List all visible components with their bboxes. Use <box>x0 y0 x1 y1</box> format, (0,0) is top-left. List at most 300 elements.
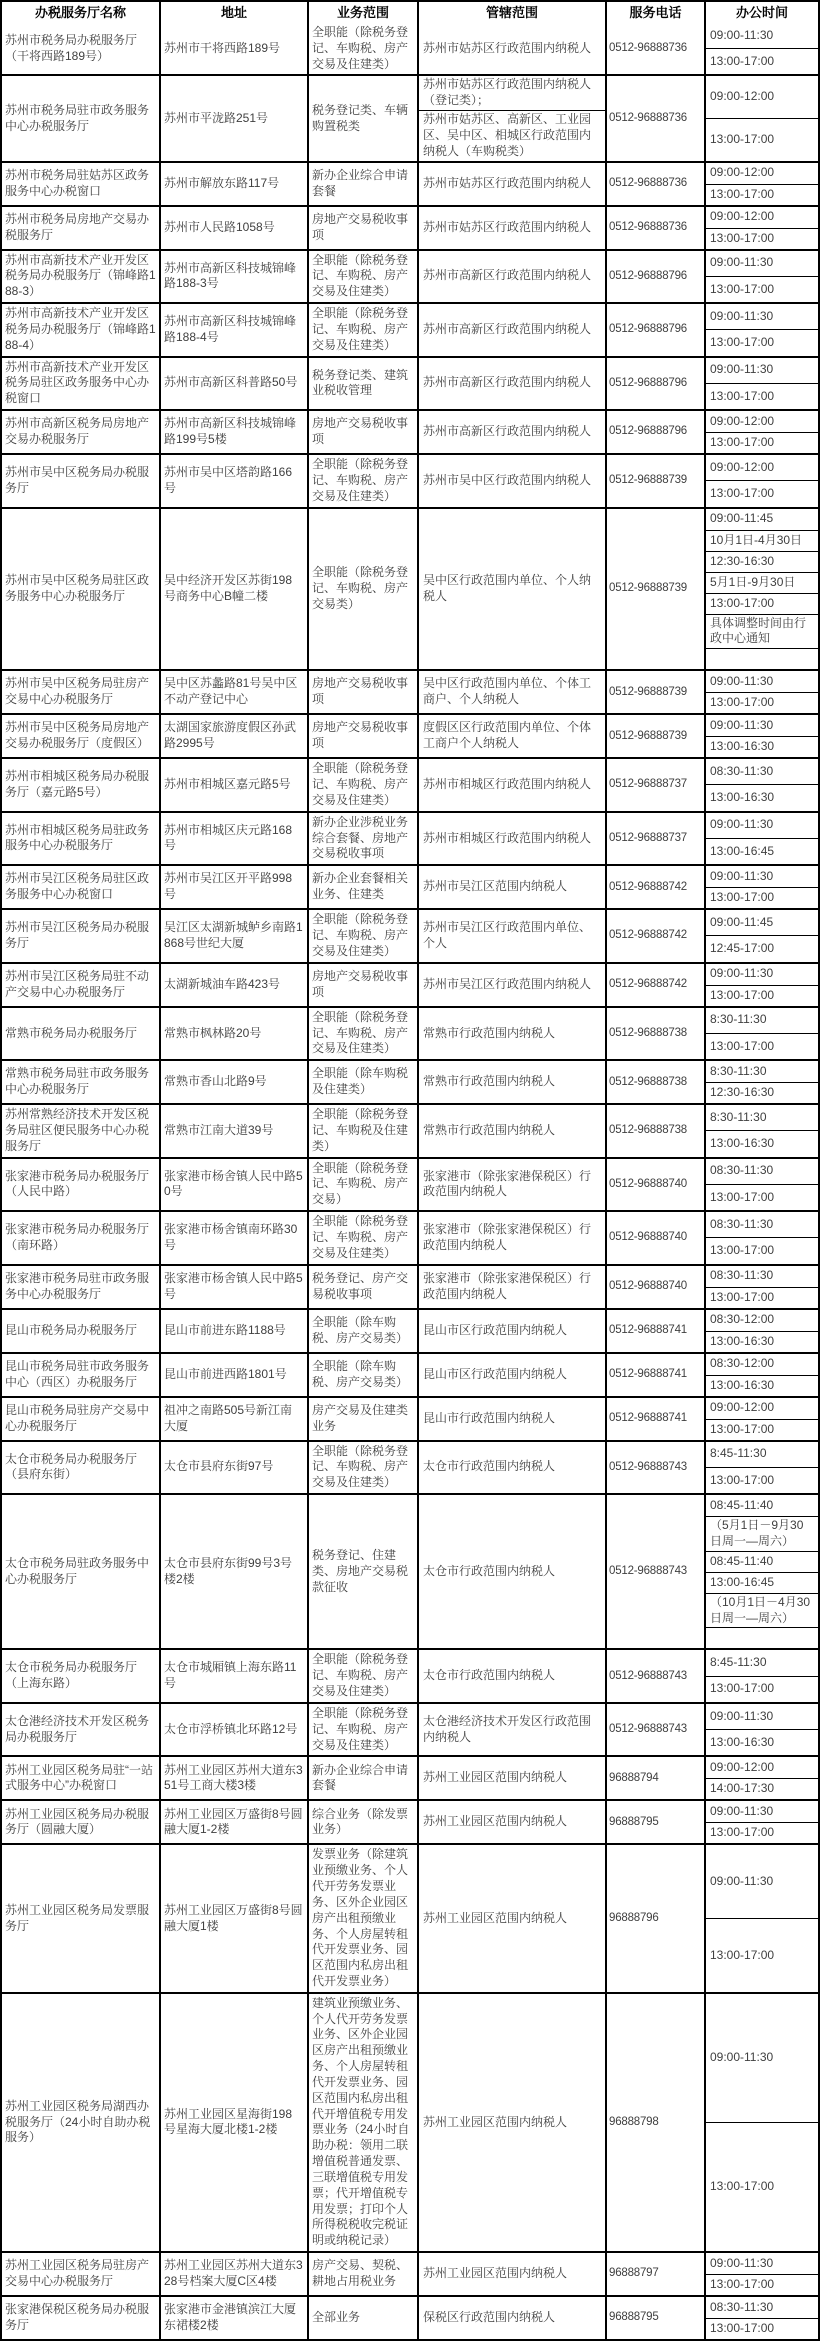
business-scope-text: 全职能（除车购税及住建类） <box>312 1066 409 1097</box>
office-hours-entry: 13:00-16:30 <box>706 1331 818 1352</box>
jurisdiction-entry: 太仓市行政范围内纳税人 <box>423 1668 556 1683</box>
office-row <box>2 1308 818 1352</box>
office-hours-cell <box>704 1495 818 1648</box>
phone-number-text: 0512-96888738 <box>609 1124 687 1137</box>
jurisdiction-cell <box>417 251 605 302</box>
address-cell <box>159 1442 307 1493</box>
office-name-cell <box>2 1354 159 1396</box>
business-scope-text: 全职能（除税务登记、车购税、房产交易及住建类） <box>312 25 409 71</box>
office-name-text: 苏州市吴中区税务局办税服务厅 <box>5 464 150 495</box>
office-hours-entry: 13:00-17:00 <box>706 1419 818 1440</box>
office-hours-cell <box>704 411 818 453</box>
phone-cell <box>605 910 704 961</box>
address-cell <box>159 964 307 1006</box>
office-name-cell <box>2 1105 159 1156</box>
business-scope-cell <box>307 2297 417 2339</box>
office-hours-entry: 08:45-11:40 <box>710 1497 774 1512</box>
jurisdiction-entry: 昆山市行政范围内纳税人 <box>423 1410 556 1425</box>
office-hours-entry: 13:00-17:00 <box>706 593 818 614</box>
business-scope-text: 全职能（除税务登记、车购税、房产交易及住建类） <box>312 761 409 807</box>
office-hours-entry: 8:45-11:30 <box>710 1446 767 1461</box>
phone-number-text: 96888794 <box>609 1771 659 1784</box>
office-hours-entry: 13:00-17:00 <box>706 1184 818 1210</box>
office-row <box>2 908 818 961</box>
jurisdiction-cell <box>417 1212 605 1263</box>
business-scope-text: 全职能（除税务登记、车购税、房产交易及住建类） <box>312 252 409 299</box>
address-text: 太湖新城油车路423号 <box>164 976 281 991</box>
address-cell <box>159 866 307 908</box>
office-name-cell <box>2 455 159 506</box>
phone-cell <box>605 76 704 160</box>
business-scope-cell <box>307 1704 417 1755</box>
business-scope-text: 全职能（除税务登记、车购税、房产交易及住建类） <box>312 1652 409 1699</box>
office-hours-entry: 13:00-17:00 <box>706 1237 818 1263</box>
phone-number-text: 0512-96888738 <box>609 1026 687 1039</box>
jurisdiction-cell <box>417 1105 605 1156</box>
phone-cell <box>605 1801 704 1843</box>
office-hours-entry: （5月1日－9月30日周一—周六） <box>706 1516 818 1551</box>
business-scope-cell <box>307 455 417 506</box>
office-hours-cell <box>704 1266 818 1308</box>
phone-cell <box>605 23 704 74</box>
jurisdiction-cell <box>417 964 605 1006</box>
address-cell <box>159 1845 307 1991</box>
office-hours-cell <box>704 1845 818 1991</box>
business-scope-cell <box>307 76 417 160</box>
column-header-jurisdiction: 管辖范围 <box>417 2 605 23</box>
jurisdiction-cell <box>417 1495 605 1648</box>
phone-number-text: 0512-96888796 <box>609 425 687 438</box>
jurisdiction-entry: 苏州市姑苏区行政范围内纳税人 <box>423 40 592 55</box>
business-scope-text: 房地产交易税收事项 <box>312 968 409 999</box>
business-scope-text: 全职能（除税务登记、车购税、房产交易及住建类） <box>312 1443 409 1490</box>
office-name-text: 张家港市税务局办税服务厅（人民中路） <box>5 1168 150 1199</box>
office-hours-entry: 09:00-11:30 <box>710 2049 774 2064</box>
business-scope-cell <box>307 163 417 205</box>
address-text: 苏州市解放东路117号 <box>164 175 280 190</box>
address-text: 苏州市高新区科普路50号 <box>164 375 298 390</box>
address-text: 苏州工业园区苏州大道东328号档案大厦C区4楼 <box>164 2258 303 2289</box>
office-hours-entry: 08:45-11:40 <box>706 1551 818 1572</box>
jurisdiction-entry: 苏州市吴江区范围内纳税人 <box>423 879 568 894</box>
office-row <box>2 409 818 453</box>
address-cell <box>159 1354 307 1396</box>
office-row <box>2 1396 818 1440</box>
jurisdiction-cell <box>417 715 605 757</box>
address-text: 苏州工业园区苏州大道东351号工商大楼3楼 <box>164 1762 303 1793</box>
column-header-office-name: 办税服务厅名称 <box>34 4 126 20</box>
business-scope-cell <box>307 1650 417 1701</box>
jurisdiction-entry: 太仓市行政范围内纳税人 <box>423 1563 556 1578</box>
address-cell <box>159 1704 307 1755</box>
jurisdiction-cell <box>417 1159 605 1210</box>
office-hours-entry: 09:00-11:45 <box>710 511 774 526</box>
phone-cell <box>605 866 704 908</box>
jurisdiction-entry: 苏州市吴江区行政范围内单位、个人 <box>423 920 592 950</box>
phone-number-text: 0512-96888738 <box>609 1075 687 1088</box>
address-text: 太仓市浮桥镇北环路12号 <box>164 1721 298 1736</box>
address-cell <box>159 1159 307 1210</box>
office-hours-entry: 08:30-11:30 <box>710 2299 774 2314</box>
jurisdiction-entry: 苏州工业园区范围内纳税人 <box>423 2266 568 2281</box>
office-name-text: 苏州市吴江区税务局驻不动产交易中心办税服务厅 <box>5 968 150 999</box>
office-row <box>2 205 818 249</box>
business-scope-text: 全职能（除税务登记、车购税、房产交易及住建类） <box>312 306 409 352</box>
office-name-text: 苏州市吴江区税务局驻区政务服务中心办税窗口 <box>5 871 150 902</box>
office-hours-entry: 09:00-12:00 <box>710 89 775 104</box>
office-name-text: 苏州工业园区税务局驻房产交易中心办税服务厅 <box>5 2258 150 2289</box>
office-row <box>2 1799 818 1843</box>
jurisdiction-cell <box>417 455 605 506</box>
jurisdiction-entry: 苏州市高新区行政范围内纳税人 <box>423 375 592 390</box>
jurisdiction-entry: 苏州市高新区行政范围内纳税人 <box>423 321 592 336</box>
phone-number-text: 0512-96888741 <box>609 1412 687 1425</box>
business-scope-text: 全职能（除税务登记、车购税、房产交易） <box>312 1160 409 1207</box>
address-cell <box>159 759 307 810</box>
business-scope-cell <box>307 1354 417 1396</box>
phone-number-text: 0512-96888796 <box>609 323 687 336</box>
office-name-text: 常熟市税务局办税服务厅 <box>5 1025 138 1040</box>
address-text: 昆山市前进东路1188号 <box>164 1322 286 1337</box>
address-cell <box>159 671 307 713</box>
business-scope-text: 房地产交易税收事项 <box>312 720 409 751</box>
jurisdiction-cell <box>417 411 605 453</box>
office-hours-cell <box>704 1061 818 1103</box>
office-hours-entry: 08:30-11:30 <box>710 1268 774 1283</box>
business-scope-text: 全职能（除税务登记、车购税、房产交易及住建类） <box>312 1009 409 1056</box>
jurisdiction-entry: 张家港市（除张家港保税区）行政范围内纳税人 <box>423 1168 592 1199</box>
office-name-cell <box>2 759 159 810</box>
phone-cell <box>605 1650 704 1701</box>
office-name-cell <box>2 2253 159 2295</box>
office-hours-cell <box>704 964 818 1006</box>
business-scope-text: 房地产交易税收事项 <box>312 676 409 707</box>
business-scope-cell <box>307 2253 417 2295</box>
business-scope-text: 新办企业套餐相关业务、住建类 <box>312 871 409 902</box>
jurisdiction-entry: 张家港市（除张家港保税区）行政范围内纳税人 <box>423 1270 592 1301</box>
address-text: 苏州市高新区科技城锦峰路199号5楼 <box>164 416 297 447</box>
office-hours-entry: 09:00-12:00 <box>710 165 775 180</box>
office-hours-cell <box>704 455 818 506</box>
jurisdiction-entry: 昆山市区行政范围内纳税人 <box>423 1366 568 1381</box>
office-hours-entry: 13:00-17:00 <box>706 2274 818 2295</box>
office-row <box>2 161 818 205</box>
phone-cell <box>605 715 704 757</box>
column-header-address: 地址 <box>159 2 307 23</box>
business-scope-cell <box>307 1994 417 2251</box>
office-hours-cell <box>704 358 818 409</box>
office-name-cell <box>2 163 159 205</box>
jurisdiction-cell <box>417 23 605 74</box>
office-hours-entry: 09:00-11:45 <box>710 914 774 929</box>
business-scope-cell <box>307 1310 417 1352</box>
jurisdiction-entry: 张家港市（除张家港保税区）行政范围内纳税人 <box>423 1222 592 1252</box>
office-name-text: 太仓港经济技术开发区税务局办税服务厅 <box>5 1713 150 1744</box>
office-name-text: 昆山市税务局驻市政务服务中心（西区）办税服务厅 <box>5 1358 150 1389</box>
business-scope-text: 房地产交易税收事项 <box>312 211 409 242</box>
phone-cell <box>605 411 704 453</box>
address-cell <box>159 455 307 506</box>
phone-number-text: 96888796 <box>609 1912 659 1925</box>
office-hours-entry: 09:00-11:30 <box>710 1873 774 1888</box>
phone-cell <box>605 1704 704 1755</box>
office-hours-cell <box>704 1801 818 1843</box>
office-hours-entry: 08:30-11:30 <box>710 1163 774 1178</box>
address-text: 常熟市江南大道39号 <box>164 1122 274 1137</box>
jurisdiction-cell <box>417 1398 605 1440</box>
business-scope-cell <box>307 251 417 302</box>
address-text: 张家港市杨舍镇人民中路50号 <box>164 1168 303 1199</box>
office-hours-entry: （10月1日－4月30日周一—周六） <box>706 1593 818 1628</box>
office-hours-entry: 13:00-17:00 <box>706 692 818 713</box>
office-hours-entry: 09:00-11:30 <box>710 966 774 981</box>
office-name-text: 太仓市税务局驻政务服务中心办税服务厅 <box>5 1555 150 1586</box>
office-hours-entry: 8:30-11:30 <box>710 1063 767 1078</box>
office-row <box>2 1264 818 1308</box>
office-hours-cell <box>704 671 818 713</box>
office-hours-entry: 13:00-17:00 <box>706 329 818 355</box>
office-name-text: 苏州市相城区税务局办税服务厅（嘉元路5号） <box>5 769 150 799</box>
phone-cell <box>605 304 704 355</box>
office-hours-cell <box>704 207 818 249</box>
office-hours-entry: 12:30-16:30 <box>706 551 818 572</box>
address-text: 苏州市相城区嘉元路5号 <box>164 777 291 792</box>
office-name-cell <box>2 1442 159 1493</box>
office-name-cell <box>2 207 159 249</box>
office-name-text: 苏州市税务局驻姑苏区政务服务中心办税窗口 <box>5 167 150 198</box>
office-hours-entry: 5月1日-9月30日 <box>706 572 818 593</box>
phone-cell <box>605 964 704 1006</box>
business-scope-text: 综合业务（除发票业务） <box>312 1806 409 1837</box>
business-scope-cell <box>307 1801 417 1843</box>
office-name-text: 苏州工业园区税务局湖西办税服务厅（24小时自助办税服务） <box>5 2098 151 2145</box>
office-hours-cell <box>704 866 818 908</box>
business-scope-cell <box>307 1008 417 1059</box>
jurisdiction-cell <box>417 304 605 355</box>
office-row <box>2 811 818 864</box>
office-hours-entry: 13:00-17:00 <box>706 228 818 249</box>
jurisdiction-entry: 苏州市吴江区行政范围内纳税人 <box>423 976 592 991</box>
office-name-text: 常熟市税务局驻市政务服务中心办税服务厅 <box>5 1066 150 1097</box>
business-scope-text: 税务登记、住建类、房地产交易税款征收 <box>312 1548 409 1594</box>
jurisdiction-entry: 苏州市吴中区行政范围内纳税人 <box>423 472 592 487</box>
jurisdiction-entry: 苏州市高新区行政范围内纳税人 <box>423 268 592 283</box>
phone-number-text: 0512-96888739 <box>609 685 687 698</box>
address-cell <box>159 207 307 249</box>
address-text: 苏州市高新区科技城锦峰路188-4号 <box>164 314 297 344</box>
office-hours-cell <box>704 509 818 670</box>
office-name-cell <box>2 23 159 74</box>
office-row <box>2 864 818 908</box>
office-name-cell <box>2 1757 159 1799</box>
address-cell <box>159 1757 307 1799</box>
office-hours-entry: 13:00-17:00 <box>706 1918 818 1992</box>
office-name-cell <box>2 1266 159 1308</box>
office-hours-cell <box>704 1354 818 1396</box>
office-hours-entry: 13:00-16:30 <box>706 1375 818 1396</box>
office-hours-entry: 13:00-17:00 <box>706 480 818 506</box>
address-text: 苏州市吴中区塔韵路166号 <box>164 464 293 495</box>
jurisdiction-cell <box>417 813 605 864</box>
phone-number-text: 0512-96888742 <box>609 929 687 942</box>
office-hours-entry: 13:00-17:00 <box>706 1822 818 1843</box>
jurisdiction-cell <box>417 2253 605 2295</box>
office-name-text: 苏州市税务局驻市政务服务中心办税服务厅 <box>5 102 150 133</box>
office-hours-cell <box>704 23 818 74</box>
office-hours-entry: 13:00-16:30 <box>706 736 818 757</box>
phone-cell <box>605 1310 704 1352</box>
address-text: 苏州市相城区庆元路168号 <box>164 822 293 853</box>
address-text: 太仓市县府东街99号3号楼2楼 <box>164 1555 293 1586</box>
office-hours-entry: 12:45-17:00 <box>706 935 818 961</box>
address-text: 苏州市干将西路189号 <box>164 40 281 55</box>
jurisdiction-cell <box>417 509 605 670</box>
office-hours-entry: 8:30-11:30 <box>710 1012 767 1027</box>
office-hours-entry: 10月1日-4月30日 <box>706 530 818 551</box>
office-hours-entry: 13:00-17:00 <box>706 432 818 453</box>
jurisdiction-entry: 苏州市相城区行政范围内纳税人 <box>423 777 592 792</box>
business-scope-cell <box>307 207 417 249</box>
phone-number-text: 0512-96888736 <box>609 221 687 234</box>
jurisdiction-cell <box>417 1994 605 2251</box>
business-scope-text: 新办企业综合申请套餐 <box>312 167 409 198</box>
office-hours-entry: 14:00-17:30 <box>706 1778 818 1799</box>
address-cell <box>159 1495 307 1648</box>
office-hours-entry: 09:00-11:30 <box>710 255 774 270</box>
address-cell <box>159 1008 307 1059</box>
office-name-cell <box>2 1159 159 1210</box>
office-hours-entry <box>706 1627 818 1648</box>
phone-cell <box>605 455 704 506</box>
office-name-text: 昆山市税务局办税服务厅 <box>5 1322 138 1337</box>
jurisdiction-cell <box>417 1061 605 1103</box>
phone-cell <box>605 671 704 713</box>
office-row <box>2 1440 818 1493</box>
address-text: 吴中经济开发区苏街198号商务中心B幢二楼 <box>164 573 293 603</box>
business-scope-text: 全职能（除税务登记、车购税、房产交易及住建类） <box>312 1705 409 1752</box>
address-cell <box>159 411 307 453</box>
office-hours-cell <box>704 1994 818 2251</box>
phone-cell <box>605 1159 704 1210</box>
office-hours-cell <box>704 1212 818 1263</box>
business-scope-cell <box>307 1845 417 1991</box>
office-name-cell <box>2 1650 159 1701</box>
office-row <box>2 1103 818 1156</box>
office-name-cell <box>2 1704 159 1755</box>
address-cell <box>159 910 307 961</box>
office-hours-entry: 08:30-12:00 <box>710 1312 775 1327</box>
office-hours-entry: 13:00-17:00 <box>706 48 818 74</box>
business-scope-text: 全职能（除税务登记、车购税、房产交易及住建类） <box>312 1214 409 1260</box>
office-name-text: 苏州工业园区税务局驻“一站式服务中心”办税窗口 <box>5 1762 153 1793</box>
address-cell <box>159 1801 307 1843</box>
jurisdiction-cell <box>417 910 605 961</box>
business-scope-cell <box>307 1061 417 1103</box>
office-name-cell <box>2 304 159 355</box>
business-scope-cell <box>307 1105 417 1156</box>
business-scope-cell <box>307 1266 417 1308</box>
table-body <box>2 23 818 2339</box>
office-hours-entry: 13:00-17:00 <box>706 383 818 409</box>
address-text: 太仓市城厢镇上海东路11号 <box>164 1660 297 1691</box>
phone-number-text: 0512-96888736 <box>609 111 687 124</box>
address-text: 苏州市高新区科技城锦峰路188-3号 <box>164 260 297 291</box>
jurisdiction-cell <box>417 1757 605 1799</box>
address-text: 苏州工业园区万盛街8号圆融大厦1-2楼 <box>164 1806 303 1837</box>
address-text: 吴中区苏蠡路81号吴中区不动产登记中心 <box>164 676 298 707</box>
address-text: 张家港市杨舍镇人民中路5号 <box>164 1270 303 1301</box>
phone-number-text: 0512-96888743 <box>609 1565 687 1578</box>
office-name-cell <box>2 1994 159 2251</box>
office-name-text: 苏州市相城区税务局驻政务服务中心办税服务厅 <box>5 822 150 853</box>
jurisdiction-entry: 苏州市姑苏区、高新区、工业园区、吴中区、相城区行政范围内纳税人（车购税类） <box>419 110 605 160</box>
office-hours-entry: 13:00-17:00 <box>706 985 818 1006</box>
phone-number-text: 0512-96888741 <box>609 1324 687 1337</box>
business-scope-cell <box>307 23 417 74</box>
business-scope-text: 房产交易、契税、耕地占用税业务 <box>312 2258 409 2289</box>
phone-cell <box>605 1266 704 1308</box>
address-text: 祖冲之南路505号新江南大厦 <box>164 1402 293 1433</box>
office-row <box>2 23 818 74</box>
column-header-phone: 服务电话 <box>605 2 704 23</box>
address-cell <box>159 1212 307 1263</box>
office-hours-entry: 8:45-11:30 <box>710 1655 767 1670</box>
office-hours-entry: 08:30-11:30 <box>710 1216 774 1231</box>
business-scope-text: 新办企业涉税业务综合套餐、房地产交易税收事项 <box>312 814 409 861</box>
address-text: 张家港市金港镇滨江大厦东裙楼2楼 <box>164 2302 297 2333</box>
phone-number-text: 0512-96888742 <box>609 978 687 991</box>
office-name-cell <box>2 1212 159 1263</box>
office-hours-entry: 13:00-17:00 <box>706 118 818 161</box>
office-row <box>2 302 818 355</box>
business-scope-text: 税务登记类、建筑业税收管理 <box>312 367 409 398</box>
office-hours-cell <box>704 251 818 302</box>
address-cell <box>159 1310 307 1352</box>
business-scope-cell <box>307 1212 417 1263</box>
office-name-cell <box>2 411 159 453</box>
jurisdiction-entry: 保税区行政范围内纳税人 <box>423 2310 556 2325</box>
table-header-row <box>2 2 818 23</box>
business-scope-text: 全职能（除税务登记、车购税、房产交易及住建类） <box>312 912 409 958</box>
office-row <box>2 962 818 1006</box>
business-scope-text: 全职能（除税务登记、车购税及住建类） <box>312 1107 409 1153</box>
office-name-cell <box>2 715 159 757</box>
office-hours-entry: 09:00-12:00 <box>710 209 775 224</box>
business-scope-text: 全职能（除税务登记、车购税、房产交易及住建类） <box>312 457 409 503</box>
phone-number-text: 0512-96888743 <box>609 1723 687 1736</box>
phone-number-text: 0512-96888743 <box>609 1460 687 1473</box>
office-row <box>2 1843 818 1991</box>
phone-cell <box>605 1845 704 1991</box>
address-cell <box>159 813 307 864</box>
office-name-cell <box>2 910 159 961</box>
office-name-text: 苏州市吴江区税务局办税服务厅 <box>5 920 150 950</box>
office-name-text: 张家港市税务局驻市政务服务中心办税服务厅 <box>5 1270 150 1301</box>
jurisdiction-entry: 昆山市区行政范围内纳税人 <box>423 1322 568 1337</box>
office-hours-entry: 13:00-16:45 <box>706 1572 818 1593</box>
address-cell <box>159 2297 307 2339</box>
jurisdiction-entry: 常熟市行政范围内纳税人 <box>423 1025 556 1040</box>
office-hours-cell <box>704 2297 818 2339</box>
jurisdiction-cell <box>417 76 605 160</box>
jurisdiction-cell <box>417 1650 605 1701</box>
business-scope-cell <box>307 411 417 453</box>
office-name-text: 张家港保税区税务局办税服务厅 <box>5 2302 150 2333</box>
office-hours-entry: 09:00-11:30 <box>710 868 774 883</box>
office-hours-cell <box>704 715 818 757</box>
phone-number-text: 0512-96888742 <box>609 880 687 893</box>
business-scope-cell <box>307 1159 417 1210</box>
